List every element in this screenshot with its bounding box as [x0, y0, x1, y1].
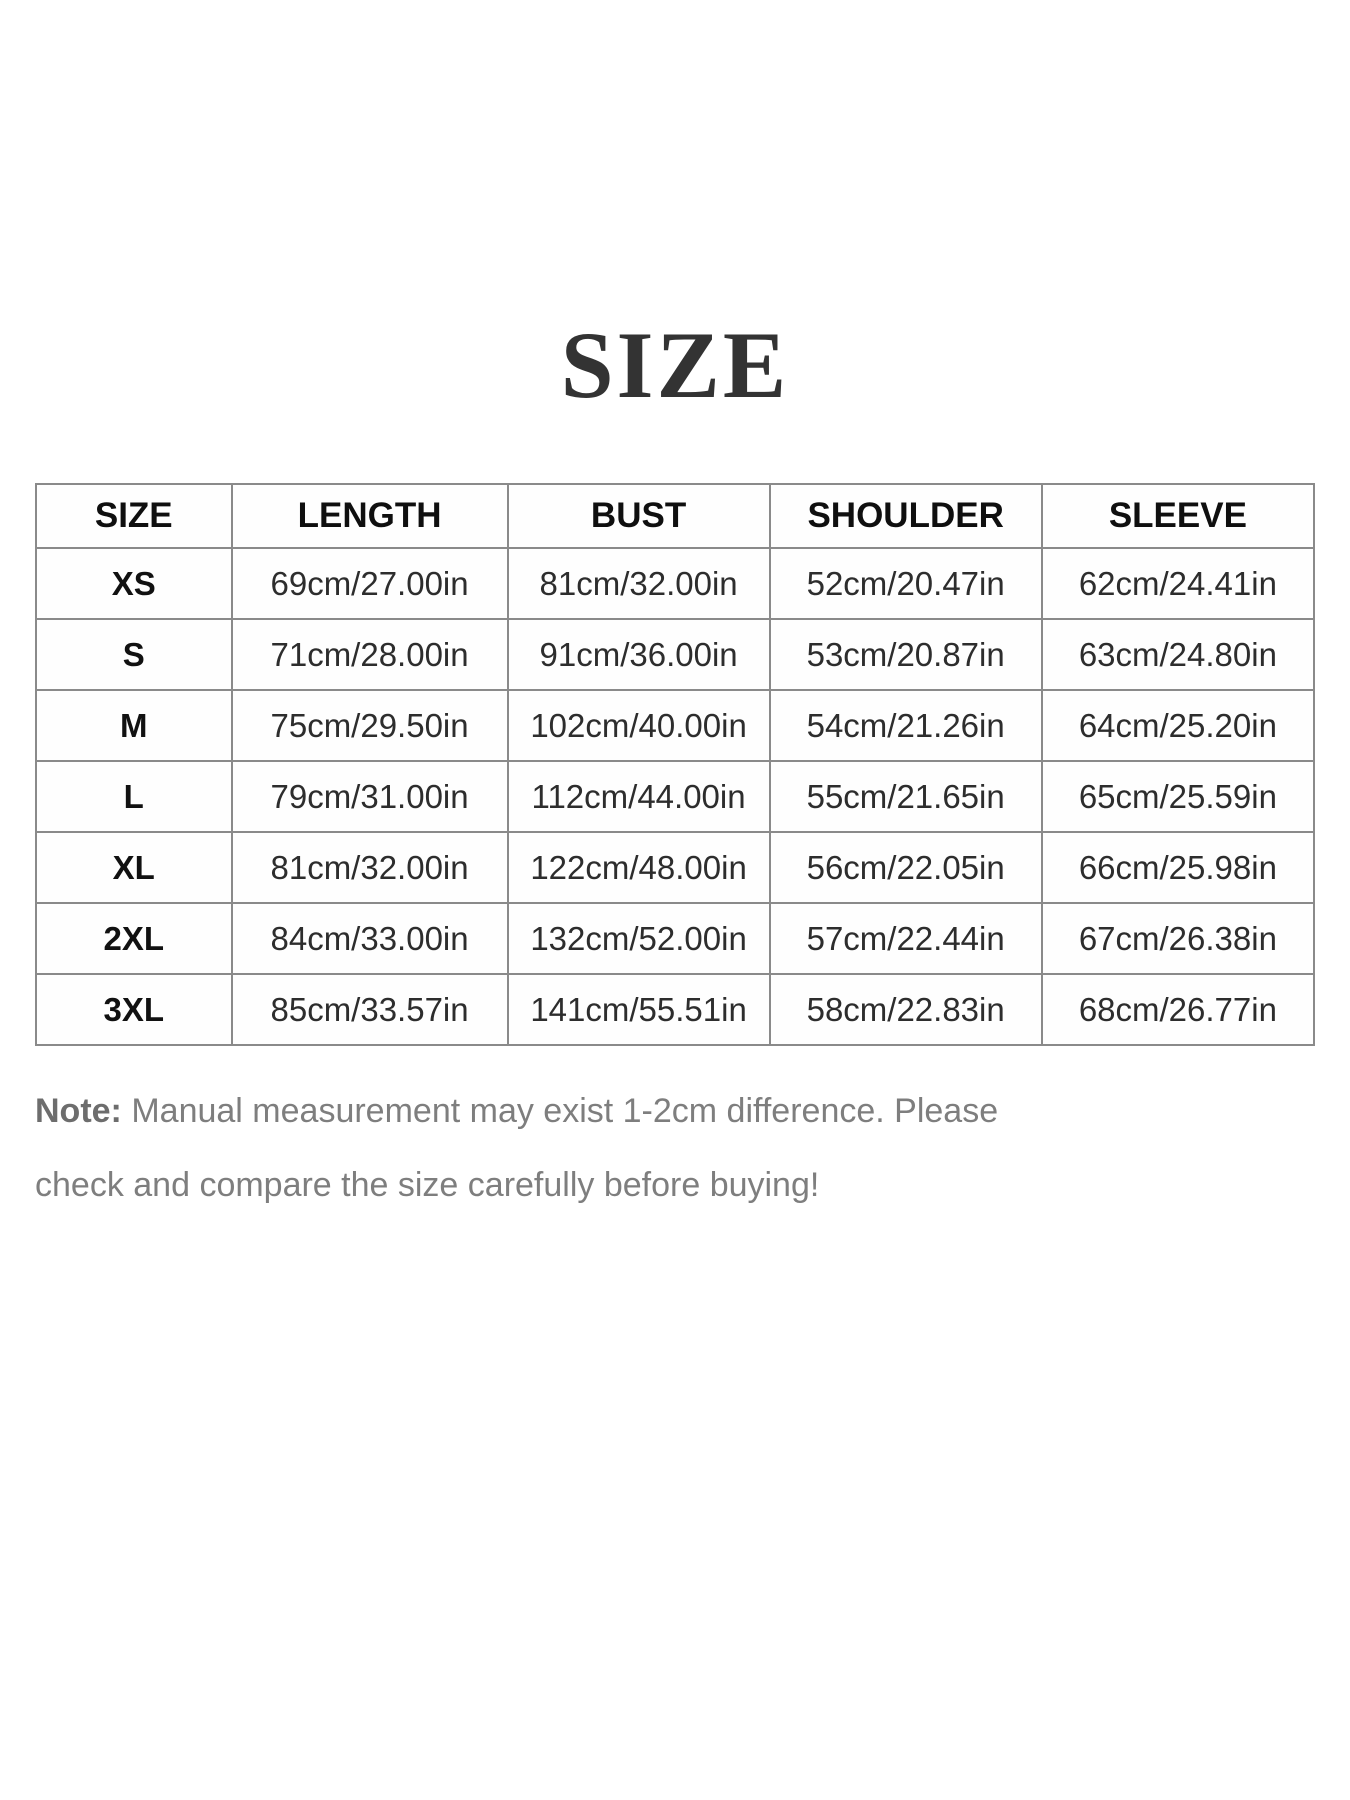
size-table-header	[36, 484, 1314, 548]
bust-value: 81cm/32.00in	[508, 548, 770, 619]
length-value: 79cm/31.00in	[232, 761, 508, 832]
shoulder-value: 57cm/22.44in	[770, 903, 1042, 974]
shoulder-value: 55cm/21.65in	[770, 761, 1042, 832]
shoulder-value: 53cm/20.87in	[770, 619, 1042, 690]
size-label: XL	[36, 832, 232, 903]
size-label: 3XL	[36, 974, 232, 1045]
sleeve-value: 65cm/25.59in	[1042, 761, 1314, 832]
length-value: 84cm/33.00in	[232, 903, 508, 974]
shoulder-value: 58cm/22.83in	[770, 974, 1042, 1045]
size-table	[35, 483, 1315, 1046]
note-text	[35, 1074, 1315, 1222]
shoulder-value: 56cm/22.05in	[770, 832, 1042, 903]
bust-value: 112cm/44.00in	[508, 761, 770, 832]
size-label: 2XL	[36, 903, 232, 974]
size-label: XS	[36, 548, 232, 619]
note-line2: check and compare the size carefully before buying!	[35, 1166, 820, 1204]
table-row-m	[36, 690, 1314, 761]
length-value: 85cm/33.57in	[232, 974, 508, 1045]
table-row-l	[36, 761, 1314, 832]
column-header-sleeve: SLEEVE	[1042, 484, 1314, 548]
table-row-3xl	[36, 974, 1314, 1045]
size-label: S	[36, 619, 232, 690]
length-value: 71cm/28.00in	[232, 619, 508, 690]
length-value: 69cm/27.00in	[232, 548, 508, 619]
sleeve-value: 68cm/26.77in	[1042, 974, 1314, 1045]
header-row	[36, 484, 1314, 548]
length-value: 81cm/32.00in	[232, 832, 508, 903]
sleeve-value: 63cm/24.80in	[1042, 619, 1314, 690]
table-row-xs	[36, 548, 1314, 619]
bust-value: 141cm/55.51in	[508, 974, 770, 1045]
sleeve-value: 64cm/25.20in	[1042, 690, 1314, 761]
bust-value: 132cm/52.00in	[508, 903, 770, 974]
shoulder-value: 52cm/20.47in	[770, 548, 1042, 619]
column-header-size: SIZE	[36, 484, 232, 548]
column-header-shoulder: SHOULDER	[770, 484, 1042, 548]
bust-value: 91cm/36.00in	[508, 619, 770, 690]
bust-value: 122cm/48.00in	[508, 832, 770, 903]
size-label: M	[36, 690, 232, 761]
column-header-length: LENGTH	[232, 484, 508, 548]
sleeve-value: 62cm/24.41in	[1042, 548, 1314, 619]
page-title: SIZE	[560, 312, 790, 418]
length-value: 75cm/29.50in	[232, 690, 508, 761]
column-header-bust: BUST	[508, 484, 770, 548]
note-line1: Manual measurement may exist 1-2cm difference. Please	[131, 1092, 999, 1130]
table-row-xl	[36, 832, 1314, 903]
note-label: Note:	[35, 1092, 122, 1130]
sleeve-value: 66cm/25.98in	[1042, 832, 1314, 903]
bust-value: 102cm/40.00in	[508, 690, 770, 761]
size-table-body	[36, 548, 1314, 1045]
table-row-s	[36, 619, 1314, 690]
table-row-2xl	[36, 903, 1314, 974]
sleeve-value: 67cm/26.38in	[1042, 903, 1314, 974]
size-label: L	[36, 761, 232, 832]
shoulder-value: 54cm/21.26in	[770, 690, 1042, 761]
